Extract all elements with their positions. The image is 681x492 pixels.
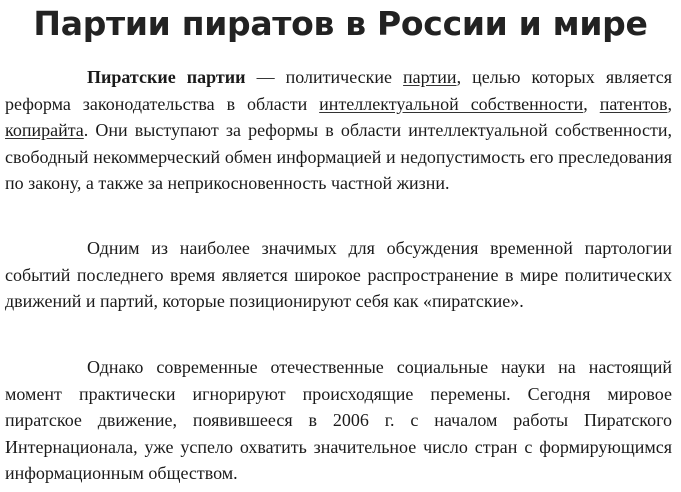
link-intellectual-property[interactable]: интеллектуальной собственности [319, 93, 584, 114]
paragraph-current-state: Однако современные отечественные социальные науки на настоящий момент практически игнорируют происходящие перемены. Сегодня мировое пиратское движение, появившееся в 2006 г. с началом работы Пиратского Интернационала, уже успело охватить значительное число стран с формирующимся информационным обществом. [5, 357, 672, 483]
paragraph-text: , [667, 93, 673, 114]
page-title: Партии пиратов в России и мире [33, 4, 648, 43]
paragraph-text: , [583, 93, 600, 114]
link-patents[interactable]: патентов [599, 93, 668, 114]
paragraph-definition [5, 64, 672, 197]
link-copyright[interactable]: копирайта [5, 120, 84, 140]
paragraph-text: — политические [245, 67, 404, 87]
link-parties[interactable]: партии [403, 67, 457, 87]
term-pirate-parties: Пиратские партии [87, 67, 246, 87]
paragraph-text: , целью которых является реформа законодательства в области [5, 67, 672, 114]
paragraph-significance: Одним из наиболее значимых для обсуждения временной партологии событий последнего время является широкое распространение в мире политических движений и партий, которые позиционируют себя как «пиратские». [5, 238, 672, 311]
paragraph-text: . Они выступают за реформы в области интеллектуальной собственности, свободный некоммерческий обмен информацией и недопустимость его преследования по закону, а также за неприкосновенность частной жизни. [5, 120, 672, 193]
